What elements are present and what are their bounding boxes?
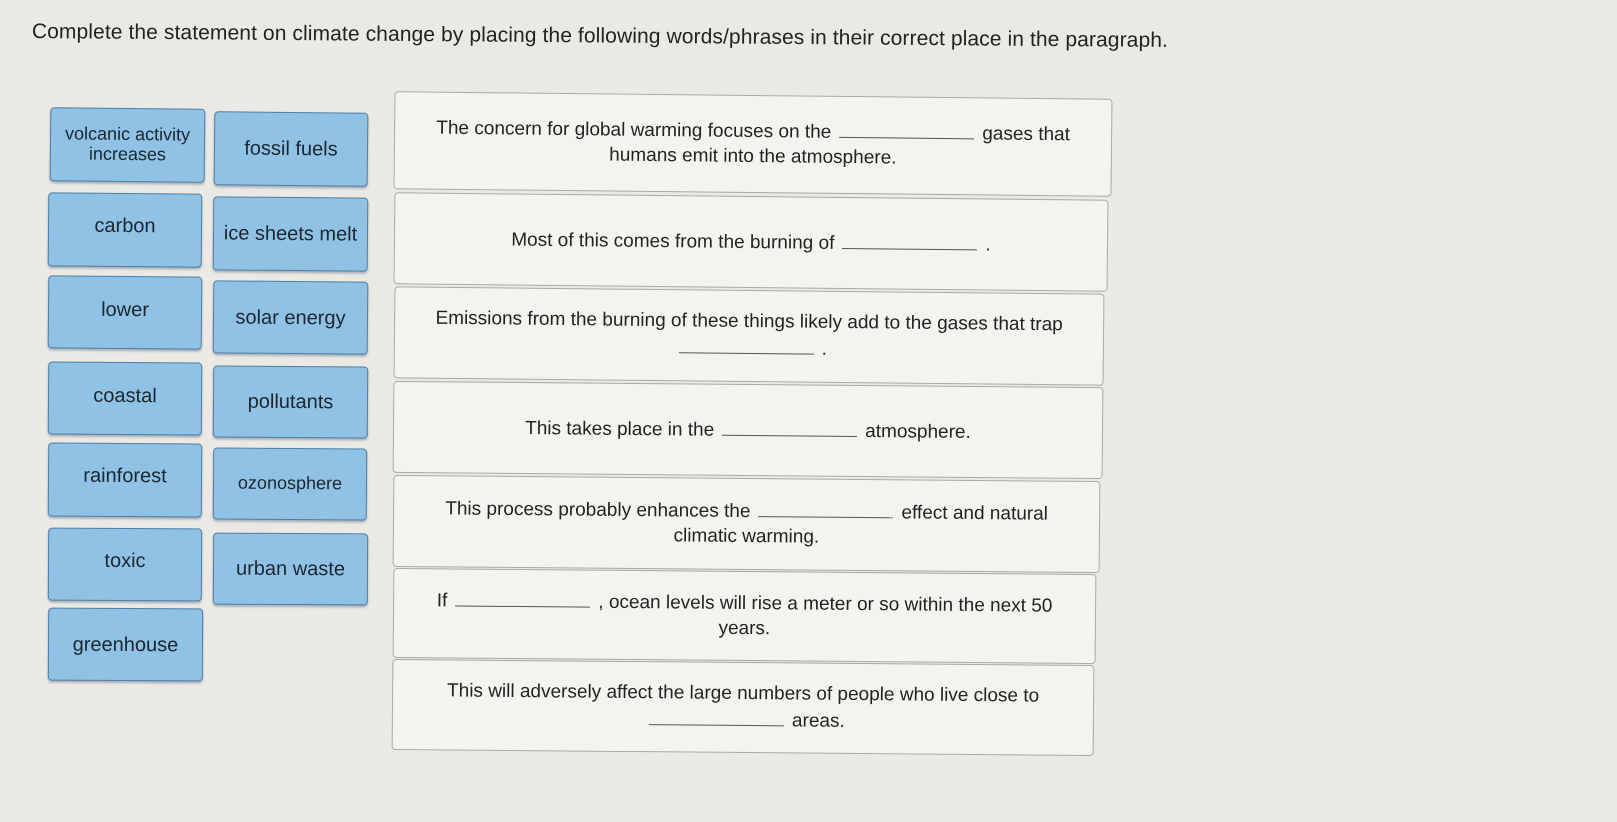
drop-blank-3[interactable] [679,334,814,354]
statement-2-text-after: . [985,234,991,256]
statement-5 [393,475,1101,573]
statement-3-text-after: . [821,338,828,360]
instructions-text: Complete the statement on climate change by placing the following words/phrases in their correct place in the paragraph. [31,20,1169,52]
tile-pollutants[interactable]: pollutants [213,365,368,438]
tile-greenhouse[interactable]: greenhouse [48,608,203,682]
tile-ozonosphere[interactable]: ozonosphere [213,447,367,520]
statement-2 [394,192,1109,291]
tile-rainforest[interactable]: rainforest [48,442,203,517]
tile-solar-energy[interactable]: solar energy [213,280,369,354]
statement-1-text-after: gases that humans emit into the atmosphere. [609,123,1071,169]
statement-6-text-before: If [436,590,448,612]
statement-7 [392,659,1095,756]
tile-lower[interactable]: lower [48,275,203,349]
statement-3-text-before: Emissions from the burning of these things likely add to the gases that trap [435,308,1063,336]
tile-volcanic-activity-increases[interactable]: volcanic activity increases [50,107,206,183]
drop-blank-6[interactable] [455,588,590,608]
statement-5-text-after: effect and natural climatic warming. [673,502,1049,548]
tile-toxic[interactable]: toxic [48,528,202,602]
tile-ice-sheets-melt[interactable]: ice sheets melt [213,196,369,271]
statement-6 [393,568,1097,664]
drop-blank-5[interactable] [758,498,893,518]
statement-1 [394,91,1113,197]
statement-7-text-before: This will adversely affect the large numbers of people who live close to [446,680,1040,707]
tile-carbon[interactable]: carbon [48,192,203,267]
tile-urban-waste[interactable]: urban waste [213,533,368,606]
statement-5-text-before: This process probably enhances the [445,498,751,523]
statement-7-text-after: areas. [791,709,845,732]
statement-1-text-before: The concern for global warming focuses on the [436,117,832,144]
statement-2-text-before: Most of this comes from the burning of [511,229,835,254]
statement-6-text-after: , ocean levels will rise a meter or so within the next 50 years. [598,592,1053,640]
tile-fossil-fuels[interactable]: fossil fuels [214,111,369,187]
drop-blank-2[interactable] [842,230,977,250]
drop-blank-1[interactable] [839,119,974,139]
tile-coastal[interactable]: coastal [48,361,203,435]
drop-blank-7[interactable] [649,706,784,726]
drop-blank-4[interactable] [722,416,857,436]
statement-4-text-before: This takes place in the [525,417,715,441]
statement-4 [393,381,1104,479]
statement-3 [394,286,1105,385]
statement-4-text-after: atmosphere. [865,420,971,443]
